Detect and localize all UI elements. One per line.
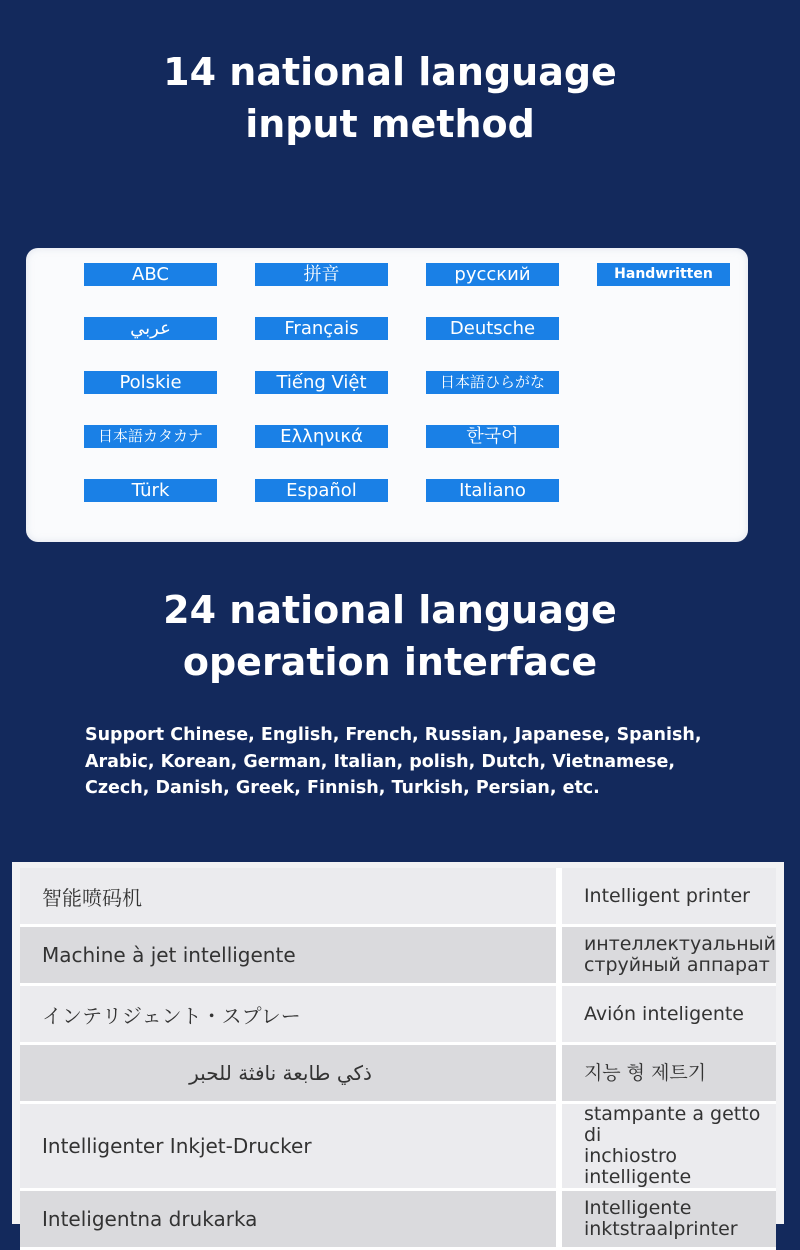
- lang-button-arabic[interactable]: عربي: [84, 317, 217, 340]
- cell-line: inchiostro intelligente: [583, 1145, 692, 1188]
- table-cell: [562, 1191, 776, 1250]
- table-row: [20, 1104, 776, 1191]
- table-row: [20, 986, 776, 1045]
- heading-line: input method: [245, 102, 535, 146]
- table-cell: インテリジェント・スプレー: [20, 986, 562, 1045]
- table-row: [20, 1191, 776, 1250]
- lang-button-abc[interactable]: ABC: [84, 263, 217, 286]
- interface-translation-panel: [12, 862, 784, 1240]
- lang-button-pinyin[interactable]: 拼音: [255, 263, 388, 286]
- table-cell: Intelligenter Inkjet-Drucker: [20, 1104, 562, 1191]
- lang-button-turkish[interactable]: Türk: [84, 479, 217, 502]
- cell-line: интеллектуальный: [583, 933, 776, 955]
- interface-translation-table: [20, 868, 776, 1250]
- supported-languages-text: [85, 722, 765, 802]
- table-cell: [562, 868, 776, 927]
- lang-button-italian[interactable]: Italiano: [426, 479, 559, 502]
- lang-button-polish[interactable]: Polskie: [84, 371, 217, 394]
- cell-line: Avión inteligente: [583, 1002, 744, 1025]
- cell-line: Intelligent printer: [583, 884, 750, 907]
- lang-button-german[interactable]: Deutsche: [426, 317, 559, 340]
- heading-line: 24 national language: [163, 588, 617, 632]
- lang-button-hiragana[interactable]: 日本語ひらがな: [426, 371, 559, 394]
- table-cell: [562, 1104, 776, 1191]
- cell-line: 지능 형 제트기: [583, 1061, 707, 1084]
- table-row: [20, 868, 776, 927]
- cell-line: струйный аппарат: [583, 954, 770, 976]
- cell-line: stampante a getto di: [583, 1103, 761, 1146]
- table-row: [20, 1045, 776, 1104]
- lang-button-katakana[interactable]: 日本語カタカナ: [84, 425, 217, 448]
- table-cell: [562, 986, 776, 1045]
- table-row: [20, 927, 776, 986]
- support-line: Arabic, Korean, German, Italian, polish, Dutch, Vietnamese,: [85, 751, 676, 772]
- lang-button-spanish[interactable]: Español: [255, 479, 388, 502]
- heading-line: 14 national language: [163, 50, 617, 94]
- support-line: Czech, Danish, Greek, Finnish, Turkish, Persian, etc.: [85, 778, 600, 798]
- lang-button-french[interactable]: Français: [255, 317, 388, 340]
- table-cell: ذكي طابعة نافثة للحبر: [20, 1045, 562, 1104]
- table-cell: [562, 927, 776, 986]
- lang-button-handwritten[interactable]: Handwritten: [597, 263, 730, 286]
- input-method-heading: [0, 46, 780, 150]
- table-cell: 智能喷码机: [20, 868, 562, 927]
- operation-interface-heading: [0, 584, 780, 688]
- input-language-grid: [84, 263, 730, 502]
- input-method-panel: [26, 248, 748, 542]
- lang-button-korean[interactable]: 한국어: [426, 425, 559, 448]
- cell-line: Intelligente inktstraalprinter: [583, 1197, 738, 1240]
- support-line: Support Chinese, English, French, Russian, Japanese, Spanish,: [85, 725, 702, 745]
- table-cell: [562, 1045, 776, 1104]
- lang-button-greek[interactable]: Ελληνικά: [255, 425, 388, 448]
- heading-line: operation interface: [182, 640, 598, 684]
- table-cell: Machine à jet intelligente: [20, 927, 562, 986]
- lang-button-russian[interactable]: русский: [426, 263, 559, 286]
- table-cell: Inteligentna drukarka: [20, 1191, 562, 1250]
- lang-button-vietnamese[interactable]: Tiếng Việt: [255, 371, 388, 394]
